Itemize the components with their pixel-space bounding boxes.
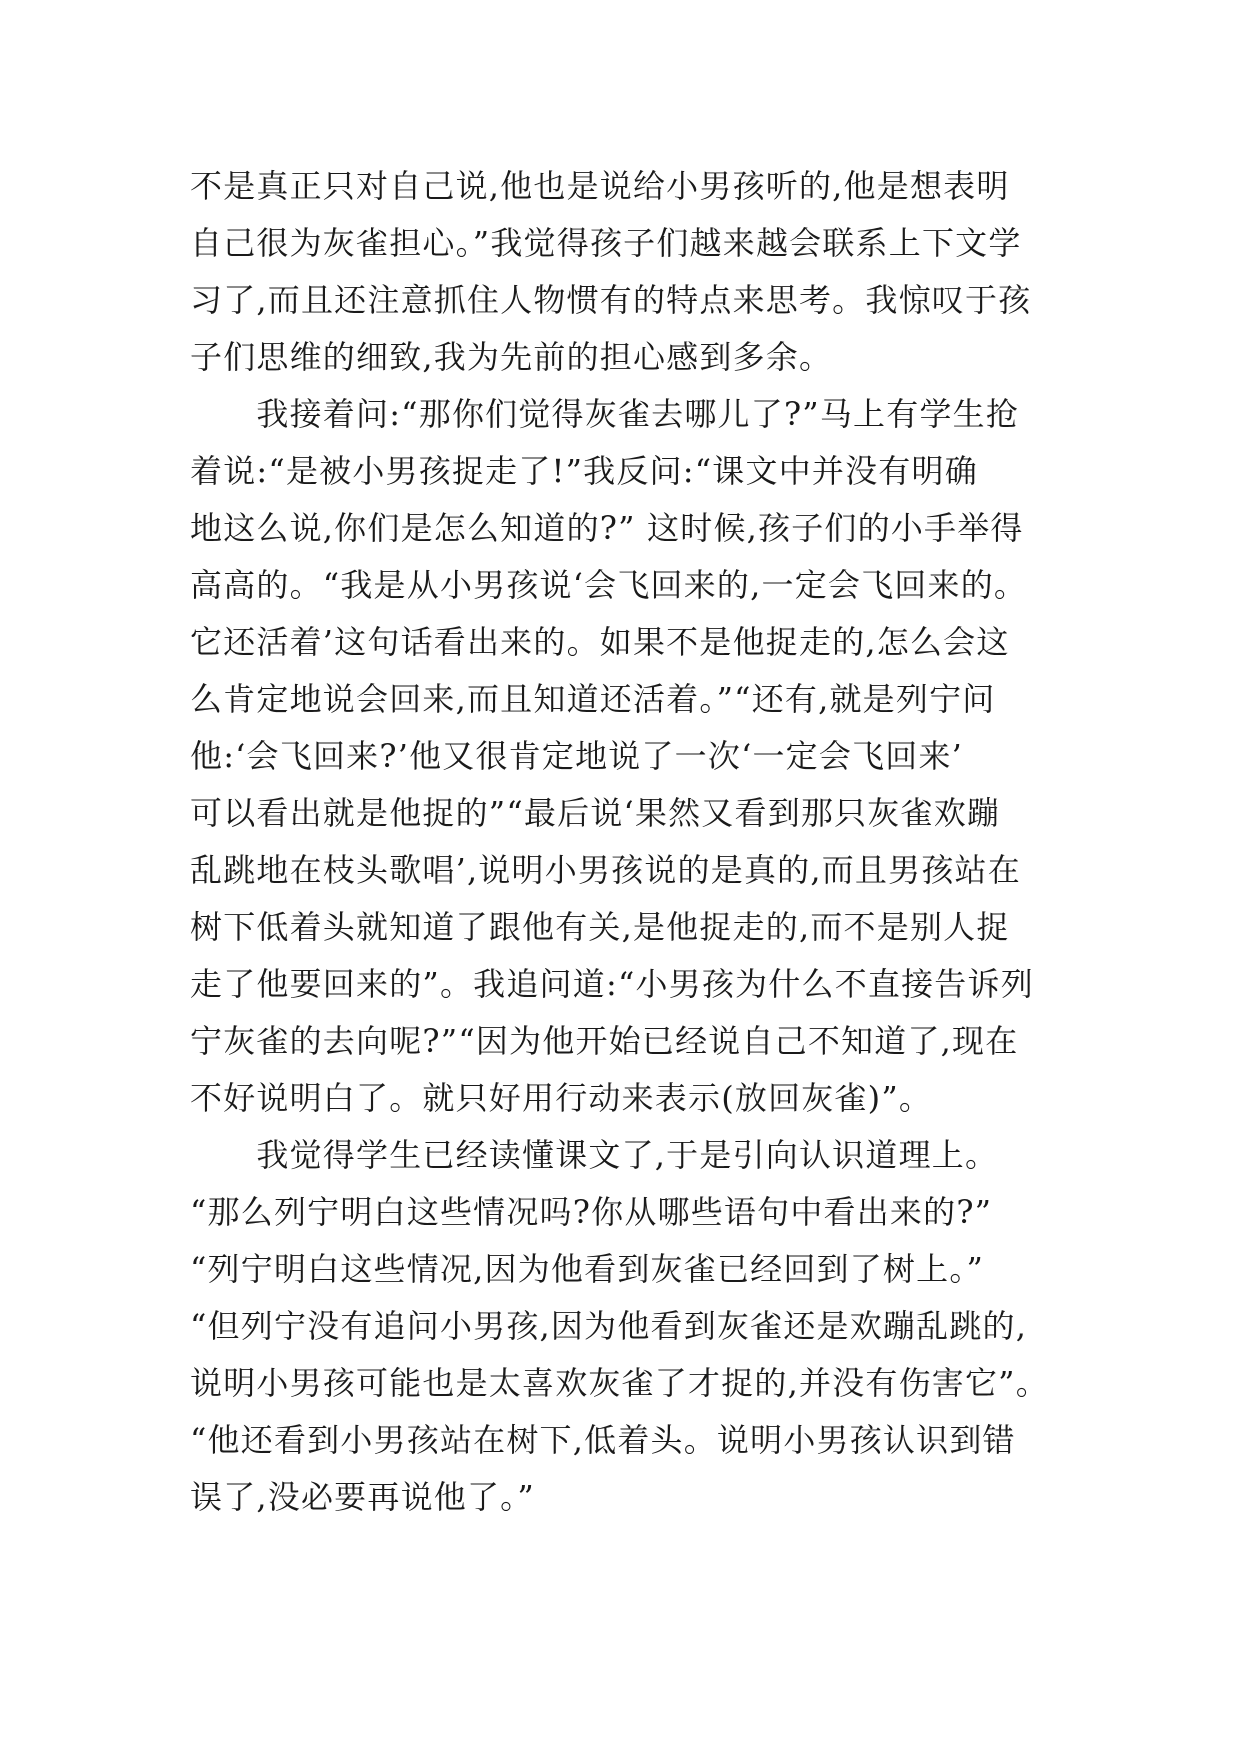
text-line: 宁灰雀的去向呢?”“因为他开始已经说自己不知道了,现在 bbox=[190, 1022, 1019, 1060]
text-line: 不好说明白了。就只好用行动来表示(放回灰雀)”。 bbox=[190, 1079, 933, 1117]
text-line: 地这么说,你们是怎么知道的?” 这时候,孩子们的小手举得 bbox=[190, 509, 1024, 547]
text-line: 乱跳地在枝头歌唱’,说明小男孩说的是真的,而且男孩站在 bbox=[190, 851, 1021, 889]
text-line: 自己很为灰雀担心。”我觉得孩子们越来越会联系上下文学 bbox=[190, 224, 1022, 262]
text-line: “列宁明白这些情况,因为他看到灰雀已经回到了树上。” bbox=[190, 1250, 985, 1288]
text-line: “那么列宁明白这些情况吗?你从哪些语句中看出来的?” bbox=[190, 1193, 993, 1231]
text-line: 子们思维的细致,我为先前的担心感到多余。 bbox=[190, 338, 833, 376]
text-line: 高高的。“我是从小男孩说‘会飞回来的,一定会飞回来的。 bbox=[190, 566, 1028, 604]
body-text bbox=[190, 158, 1070, 1526]
text-line: “但列宁没有追问小男孩,因为他看到灰雀还是欢蹦乱跳的, bbox=[190, 1307, 1028, 1345]
text-line: 习了,而且还注意抓住人物惯有的特点来思考。我惊叹于孩 bbox=[190, 281, 1032, 319]
text-line: 误了,没必要再说他了。” bbox=[190, 1478, 535, 1516]
text-line: 可以看出就是他捉的”“最后说‘果然又看到那只灰雀欢蹦 bbox=[190, 794, 1001, 832]
text-line: 走了他要回来的”。我追问道:“小男孩为什么不直接告诉列 bbox=[190, 965, 1034, 1003]
text-line: 树下低着头就知道了跟他有关,是他捉走的,而不是别人捉 bbox=[190, 908, 1010, 946]
text-line: 他:‘会飞回来?’他又很肯定地说了一次‘一定会飞回来’ bbox=[190, 737, 964, 775]
text-line: 说明小男孩可能也是太喜欢灰雀了才捉的,并没有伤害它”。 bbox=[190, 1364, 1049, 1402]
text-line: 我觉得学生已经读懂课文了,于是引向认识道理上。 bbox=[190, 1136, 999, 1174]
text-line: 它还活着’这句话看出来的。如果不是他捉走的,怎么会这 bbox=[190, 623, 1010, 661]
text-line: 么肯定地说会回来,而且知道还活着。”“还有,就是列宁问 bbox=[190, 680, 996, 718]
text-line: 不是真正只对自己说,他也是说给小男孩听的,他是想表明 bbox=[190, 167, 1010, 205]
text-line: 着说:“是被小男孩捉走了!”我反问:“课文中并没有明确 bbox=[190, 452, 978, 490]
text-line: “他还看到小男孩站在树下,低着头。说明小男孩认识到错 bbox=[190, 1421, 1016, 1459]
text-line: 我接着问:“那你们觉得灰雀去哪儿了?”马上有学生抢 bbox=[190, 395, 1020, 433]
